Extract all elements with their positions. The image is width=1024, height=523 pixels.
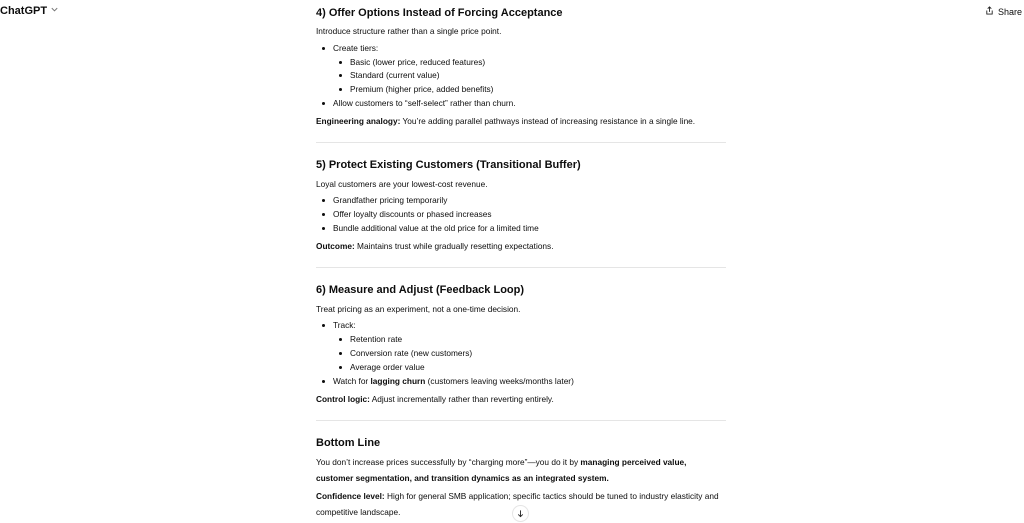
model-selector[interactable] [0,5,59,17]
text: You don’t increase prices successfully by “charging more”—you do it by [316,457,581,467]
list-item: Standard (current value) [350,70,440,80]
bold-text: managing perceived value, customer segmentation, and transition dynamics as an integrated system. [316,457,687,483]
list-item: Track: [333,320,356,330]
section-4-heading: 4) Offer Options Instead of Forcing Acceptance [316,7,563,19]
item-bold: lagging churn [370,376,426,386]
list-item: Grandfather pricing temporarily [333,195,448,205]
section-6-intro: Treat pricing as an experiment, not a one-time decision. [316,304,521,314]
section-5-intro: Loyal customers are your lowest-cost revenue. [316,179,488,189]
app-title: ChatGPT [0,5,48,17]
share-label: Share [997,6,1022,17]
share-button[interactable] [985,6,1022,17]
list-item: Allow customers to “self-select” rather than churn. [333,98,516,108]
bottom-line-heading: Bottom Line [316,437,381,449]
note-label: Engineering analogy: [316,116,401,126]
note-label: Confidence level: [316,491,385,501]
list-item: Retention rate [350,334,403,344]
list-item: Premium (higher price, added benefits) [350,84,494,94]
arrow-down-icon [516,505,525,523]
section-5-heading: 5) Protect Existing Customers (Transitional Buffer) [316,159,581,171]
item-text: (customers leaving weeks/months later) [425,376,574,386]
note-label: Outcome: [316,241,355,251]
divider [316,420,726,421]
list-item [333,375,574,387]
chevron-down-icon [50,5,59,17]
scroll-to-bottom-button[interactable] [513,506,528,521]
section-6-note [316,393,554,405]
note-text: You’re adding parallel pathways instead of increasing resistance in a single line. [400,116,696,126]
share-icon [985,6,994,17]
list-item: Basic (lower price, reduced features) [350,57,486,67]
note-text: Maintains trust while gradually resetting expectations. [354,241,554,251]
list-item: Create tiers: [333,43,379,53]
note-label: Control logic: [316,394,370,404]
list-item: Average order value [350,362,425,372]
list-item: Conversion rate (new customers) [350,348,473,358]
list-item: Bundle additional value at the old price for a limited time [333,223,539,233]
section-5-note [316,240,554,252]
list-item: Offer loyalty discounts or phased increases [333,209,492,219]
note-text: Adjust incrementally rather than reverting entirely. [369,394,554,404]
section-6-heading: 6) Measure and Adjust (Feedback Loop) [316,284,525,296]
item-text: Watch for [333,376,371,386]
divider [316,267,726,268]
divider [316,142,726,143]
section-4-intro: Introduce structure rather than a single price point. [316,26,502,36]
bottom-line-text [316,455,726,486]
note-text: High for general SMB application; specific tactics should be tuned to industry elasticity and competitive landscape. [316,491,719,517]
section-4-note [316,115,695,127]
